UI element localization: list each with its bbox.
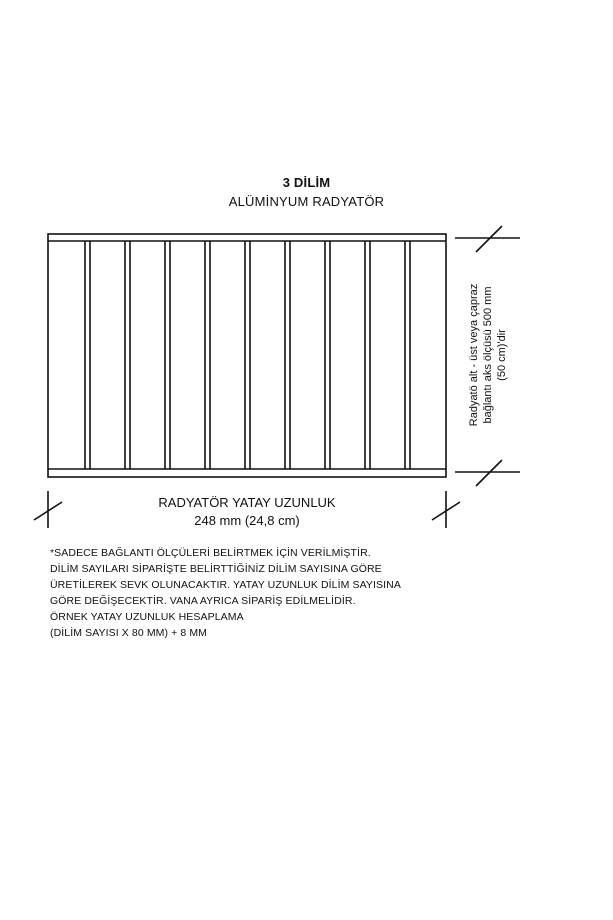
top-tick (476, 226, 502, 252)
horizontal-dimension-title: RADYATÖR YATAY UZUNLUK (158, 495, 336, 510)
horizontal-dimension-value: 248 mm (24,8 cm) (194, 513, 300, 528)
diagram-subtitle: ALÜMİNYUM RADYATÖR (228, 194, 385, 209)
notes-block (50, 545, 570, 641)
bottom-tick (476, 460, 502, 486)
radiator-outline (48, 234, 446, 477)
vertical-dimension-label (467, 280, 509, 430)
vertical-dimension-line: (50 cm)'dir (496, 329, 508, 381)
vertical-dimension-line: bağlantı aks ölçüsü 500 mm (482, 286, 494, 424)
horizontal-dimension-label (48, 494, 446, 530)
note-line: DİLİM SAYILARI SİPARİŞTE BELİRTTİĞİNİZ DİLİM SAYISINA GÖRE (50, 563, 382, 575)
note-line: ÜRETİLEREK SEVK OLUNACAKTIR. YATAY UZUNLUK DİLİM SAYISINA (50, 579, 401, 591)
note-line: *SADECE BAĞLANTI ÖLÇÜLERİ BELİRTMEK İÇİN VERİLMİŞTİR. (50, 547, 371, 559)
note-line: ÖRNEK YATAY UZUNLUK HESAPLAMA (50, 611, 244, 623)
note-line: (DİLİM SAYISI X 80 MM) + 8 MM (50, 627, 208, 639)
diagram-title: 3 DİLİM (282, 175, 331, 190)
note-line: GÖRE DEĞİŞECEKTİR. VANA AYRICA SİPARİŞ EDİLMELİDİR. (50, 595, 356, 607)
vertical-dimension-line: Radyatö alt - üst veya çapraz (468, 283, 480, 427)
